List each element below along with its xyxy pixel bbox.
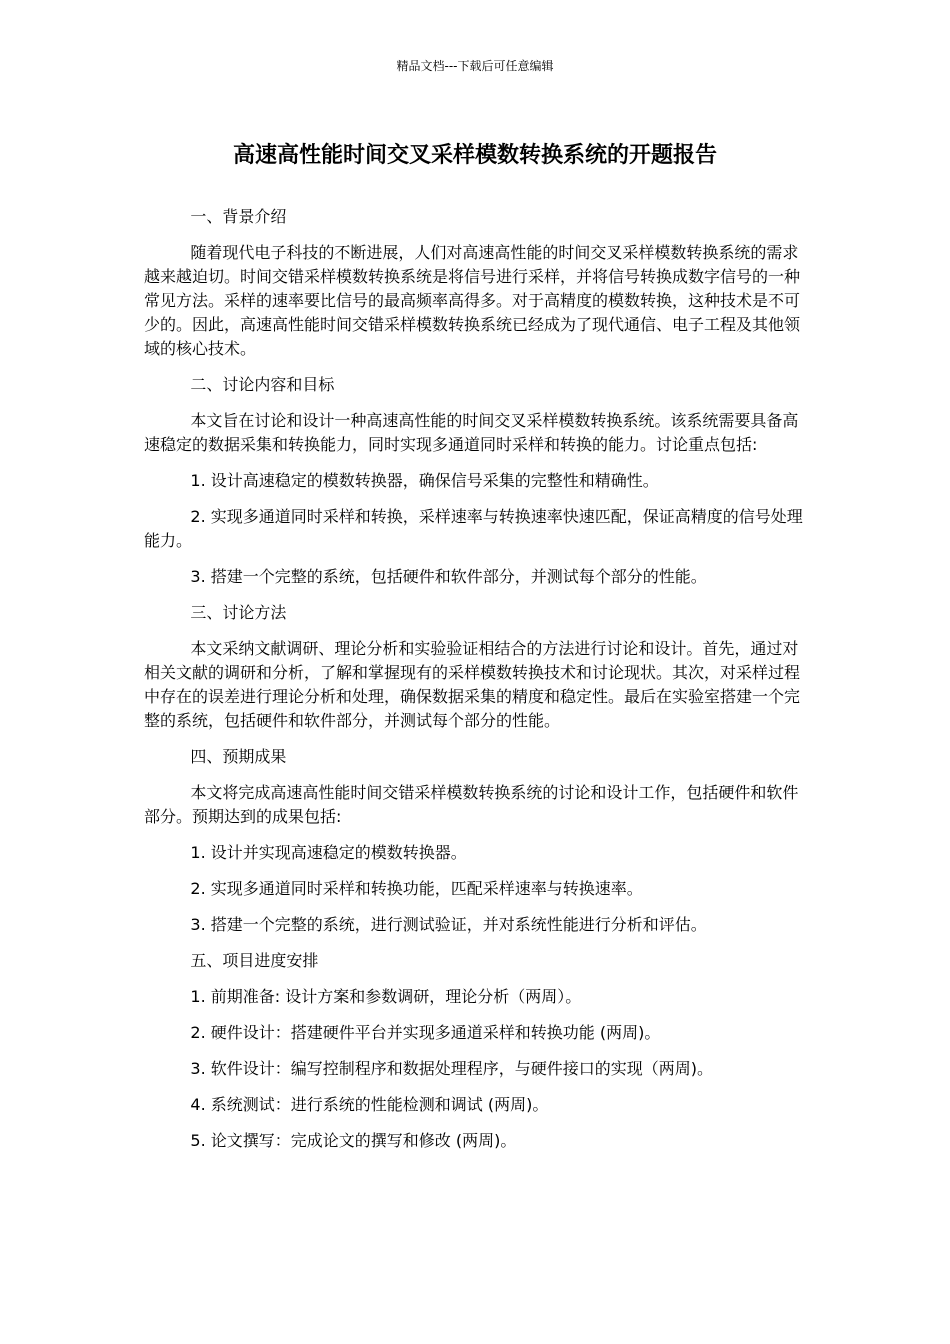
list-item-schedule-5: 5. 论文撰写：完成论文的撰写和修改 (两周)。 — [190, 1131, 517, 1150]
list-item-schedule-2: 2. 硬件设计：搭建硬件平台并实现多通道采样和转换功能 (两周)。 — [190, 1023, 661, 1042]
list-item-outcome-1: 1. 设计并实现高速稳定的模数转换器。 — [190, 843, 467, 862]
paragraph-methods: 本文采纳文献调研、理论分析和实验验证相结合的方法进行讨论和设计。首先，通过对相关文献的调研和分析，了解和掌握现有的采样模数转换技术和讨论现状。其次，对采样过程中存在的误差进行理论分析和处理，确保数据采集的精度和稳定性。最后在实验室搭建一个完整的系统，包括硬件和软件部分，并测试每个部分的性能。 — [144, 639, 801, 730]
page-title: 高速高性能时间交叉采样模数转换系统的开题报告 — [232, 143, 717, 168]
list-item-goal-3: 3. 搭建一个完整的系统，包括硬件和软件部分，并测试每个部分的性能。 — [190, 567, 707, 586]
list-item-schedule-4: 4. 系统测试：进行系统的性能检测和调试 (两周)。 — [190, 1095, 549, 1114]
list-item-goal-1: 1. 设计高速稳定的模数转换器，确保信号采集的完整性和精确性。 — [190, 471, 659, 490]
paragraph-background: 随着现代电子科技的不断进展，人们对高速高性能的时间交叉采样模数转换系统的需求越来越迫切。时间交错采样模数转换系统是将信号进行采样，并将信号转换成数字信号的一种常见方法。采样的速率要比信号的最高频率高得多。对于高精度的模数转换，这种技术是不可少的。因此，高速高性能时间交错采样模数转换系统已经成为了现代通信、电子工程及其他领域的核心技术。 — [144, 243, 801, 358]
list-item-schedule-1: 1. 前期准备: 设计方案和参数调研，理论分析（两周）。 — [190, 987, 582, 1006]
section-heading-methods: 三、讨论方法 — [190, 603, 287, 622]
list-item-schedule-3: 3. 软件设计：编写控制程序和数据处理程序，与硬件接口的实现（两周)。 — [190, 1059, 713, 1078]
paragraph-goals: 本文旨在讨论和设计一种高速高性能的时间交叉采样模数转换系统。该系统需要具备高速稳定的数据采集和转换能力，同时实现多通道同时采样和转换的能力。讨论重点包括: — [144, 411, 799, 454]
header-note: 精品文档---下载后可任意编辑 — [396, 59, 554, 73]
section-heading-outcomes: 四、预期成果 — [190, 747, 287, 766]
section-heading-goals: 二、讨论内容和目标 — [190, 375, 335, 394]
list-item-outcome-3: 3. 搭建一个完整的系统，进行测试验证，并对系统性能进行分析和评估。 — [190, 915, 707, 934]
section-heading-schedule: 五、项目进度安排 — [190, 951, 319, 970]
paragraph-outcomes: 本文将完成高速高性能时间交错采样模数转换系统的讨论和设计工作，包括硬件和软件部分。预期达到的成果包括: — [144, 783, 799, 826]
section-heading-background: 一、背景介绍 — [190, 207, 287, 226]
list-item-goal-2: 2. 实现多通道同时采样和转换，采样速率与转换速率快速匹配，保证高精度的信号处理能力。 — [144, 507, 803, 550]
document-body — [144, 205, 806, 1165]
list-item-outcome-2: 2. 实现多通道同时采样和转换功能，匹配采样速率与转换速率。 — [190, 879, 643, 898]
